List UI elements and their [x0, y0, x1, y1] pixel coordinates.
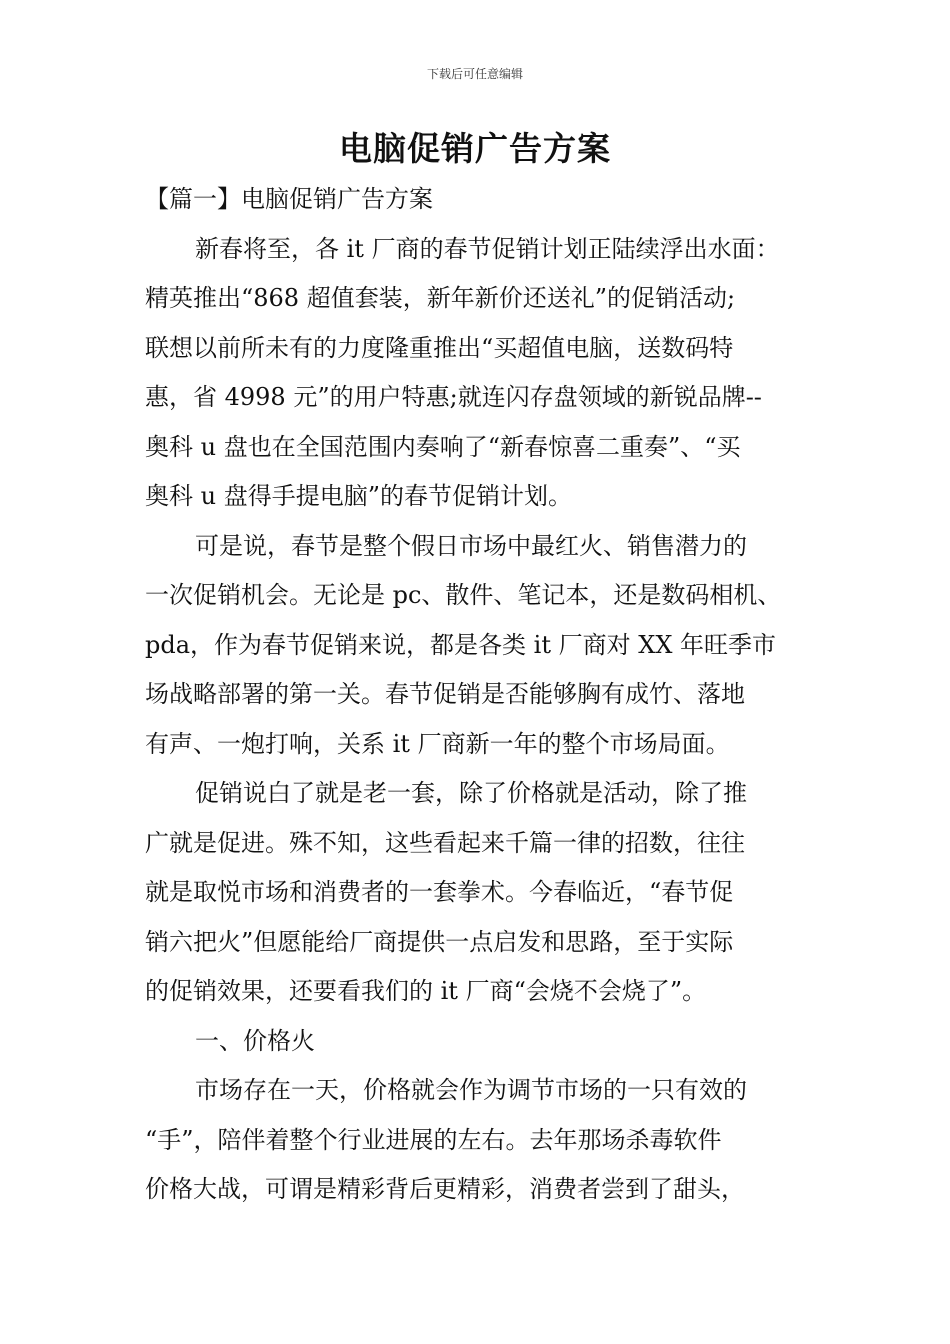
text-line: 奥科 u 盘得手提电脑”的春节促销计划。 [145, 482, 572, 510]
text-line: 【篇一】电脑促销广告方案 [145, 185, 433, 213]
text-line: 市场存在一天，价格就会作为调节市场的一只有效的 [195, 1076, 747, 1104]
text-line: 新春将至，各 it 厂商的春节促销计划正陆续浮出水面： [195, 234, 780, 263]
text-line: pda，作为春节促销来说，都是各类 it 厂商对 XX 年旺季市 [145, 630, 777, 659]
text-line: 一次促销机会。无论是 pc、散件、笔记本，还是数码相机、 [145, 581, 782, 609]
text-line: 联想以前所未有的力度隆重推出“买超值电脑，送数码特 [145, 333, 734, 362]
text-line: 的促销效果，还要看我们的 it 厂商“会烧不会烧了”。 [145, 977, 707, 1005]
text-line: 销六把火”但愿能给厂商提供一点启发和思路，至于实际 [145, 927, 734, 956]
text-line: 奥科 u 盘也在全国范围内奏响了“新春惊喜二重奏”、“买 [145, 432, 741, 461]
header-note: 下载后可任意编辑 [426, 67, 523, 81]
text-line: “手”，陪伴着整个行业进展的左右。去年那场杀毒软件 [145, 1125, 722, 1154]
text-line: 促销说白了就是老一套，除了价格就是活动，除了推 [195, 779, 747, 807]
document-title: 电脑促销广告方案 [339, 129, 611, 168]
document-body [145, 175, 815, 1215]
text-line: 惠，省 4998 元”的用户特惠;就连闪存盘领域的新锐品牌-- [145, 383, 762, 411]
text-line: 广就是促进。殊不知，这些看起来千篇一律的招数，往往 [145, 828, 745, 857]
text-line: 可是说，春节是整个假日市场中最红火、销售潜力的 [195, 531, 747, 560]
text-line: 一、价格火 [195, 1026, 315, 1055]
text-line: 场战略部署的第一关。春节促销是否能够胸有成竹、落地 [145, 680, 745, 708]
text-line: 有声、一炮打响，关系 it 厂商新一年的整个市场局面。 [145, 729, 730, 758]
text-line: 价格大战，可谓是精彩背后更精彩，消费者尝到了甜头， [145, 1175, 745, 1203]
text-line: 精英推出“868 超值套装，新年新价还送礼”的促销活动; [145, 284, 736, 312]
text-line: 就是取悦市场和消费者的一套拳术。今春临近，“春节促 [145, 878, 734, 906]
